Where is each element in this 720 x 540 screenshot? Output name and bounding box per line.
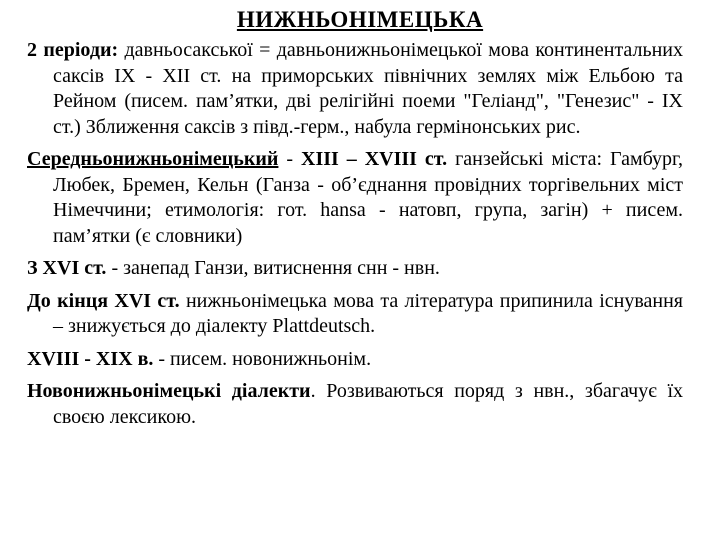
paragraph-lead: Середньонижньонімецький — [27, 148, 279, 170]
slide-body — [27, 38, 683, 437]
paragraph-16th-century — [27, 256, 683, 282]
paragraph-new-low-german-dialects — [27, 379, 683, 430]
paragraph-text: нижньонімецька мова та література припинила існування – знижується до діалекту Plattdeutsch. — [53, 289, 683, 337]
paragraph-text: - занепад Ганзи, витиснення снн - нвн. — [106, 257, 440, 279]
paragraph-periods — [27, 38, 683, 140]
paragraph-lead: Новонижньонімецькі діалекти — [27, 380, 311, 402]
paragraph-text: - писем. новонижньонім. — [153, 347, 372, 370]
paragraph-lead-period: XIII – XVIII ст. — [301, 148, 448, 170]
paragraph-text: давньосакської = давньонижньонімецької мова континентальних саксів IX - XII ст. на приморських північних землях між Ельбою та Рейном (писем. пам’ятки, дві релігійні поеми "Геліанд", "Генезис" - IX ст.) Зближення саксів з півд.-герм., набула гермінонських рис. — [53, 39, 683, 138]
paragraph-lead: XVIII - XIX в. — [27, 347, 154, 370]
paragraph-lead: До кінця XVI ст. — [27, 289, 180, 312]
paragraph-18-19-century — [27, 347, 683, 373]
paragraph-end-16th-century — [27, 289, 683, 340]
paragraph-text: ганзейські міста: Гамбург, Любек, Бремен, Кельн (Ганза - об’єднання провідних торгівельних міст Німеччини; етимологія: гот. hansa - натовп, група, загін) + писем. пам’ятки (є словники) — [53, 148, 683, 247]
slide-title: НИЖНЬОНІМЕЦЬКА — [236, 7, 484, 32]
paragraph-lead: З XVI ст. — [27, 257, 107, 279]
paragraph-lead: 2 періоди: — [27, 39, 119, 61]
paragraph-separator: - — [278, 148, 301, 170]
paragraph-text: . Розвиваються поряд з нвн., збагачує їх своєю лексикою. — [53, 380, 684, 428]
paragraph-middle-low-german — [27, 147, 683, 249]
